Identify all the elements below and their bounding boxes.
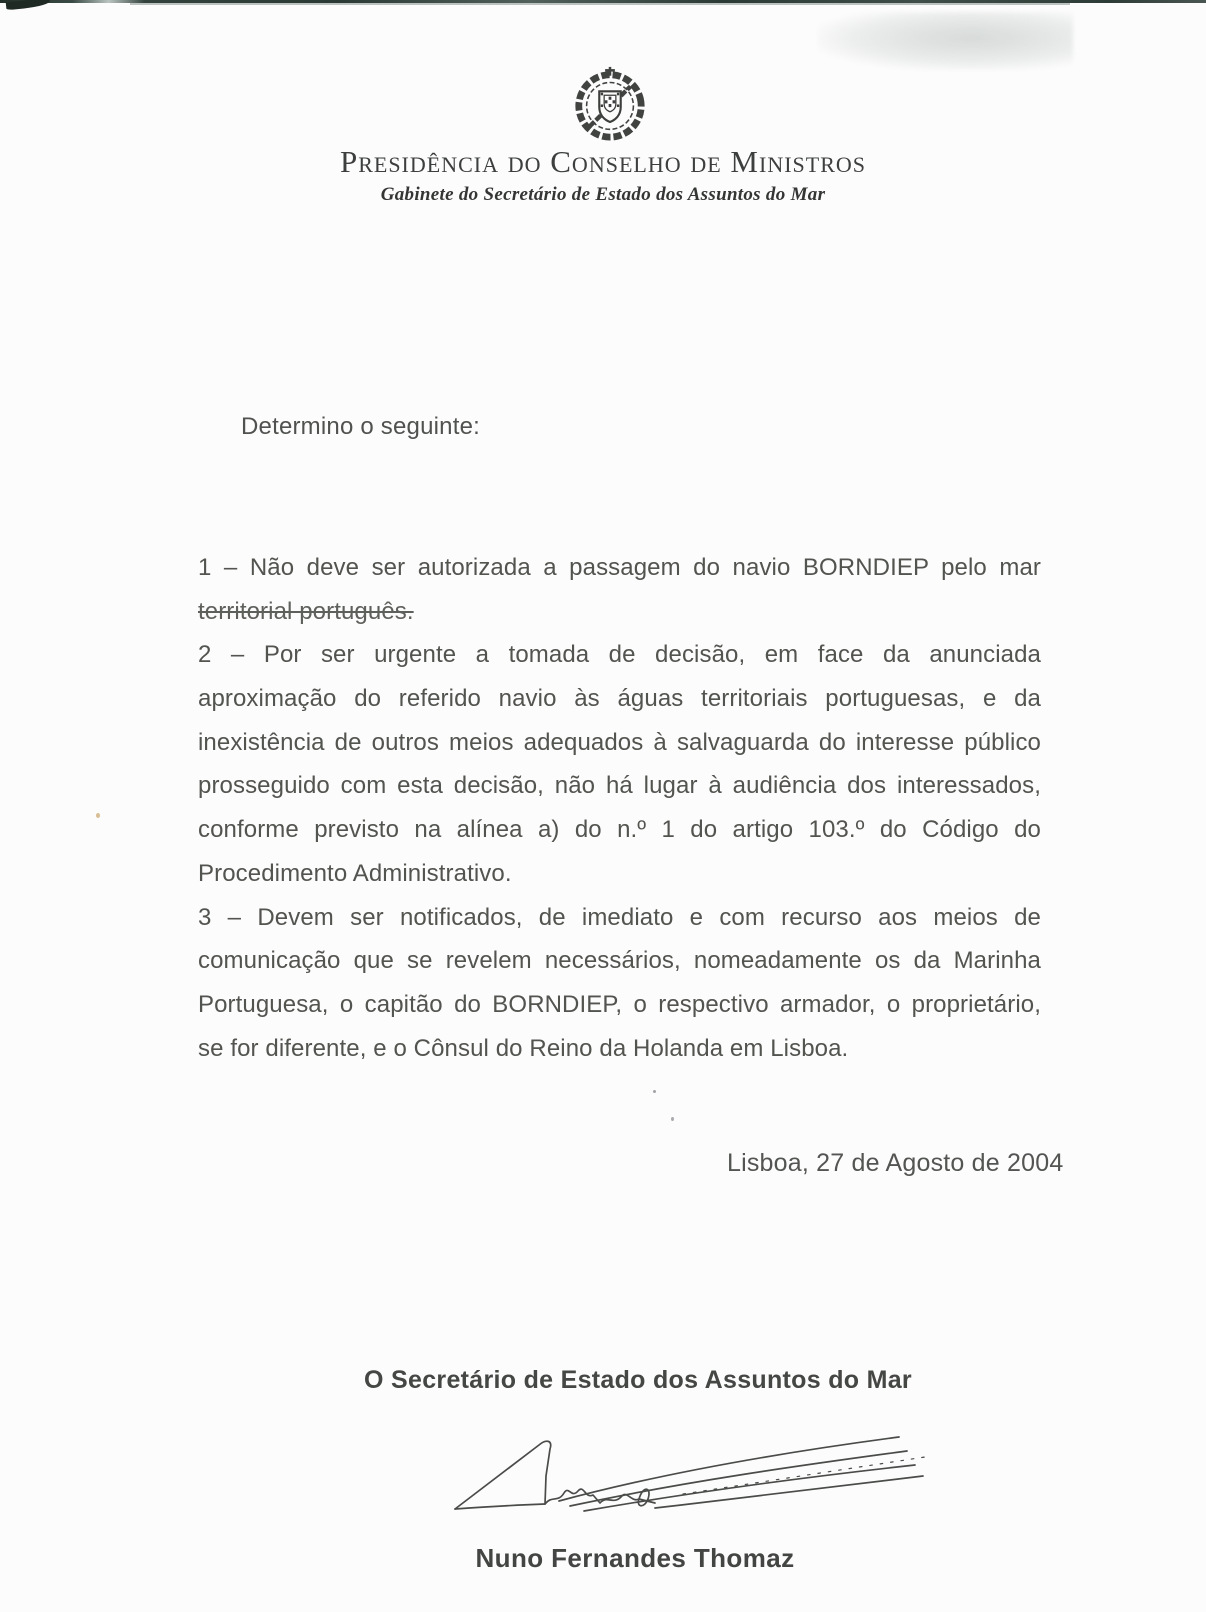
paragraph-2-line: inexistência de outros meios adequados à salvaguarda do interesse público [198, 728, 1041, 756]
paragraph-2-line: Procedimento Administrativo. [198, 859, 512, 887]
paragraph-2-line: 2 – Por ser urgente a tomada de decisão, em face da anunciada [198, 641, 1041, 669]
scan-speck [96, 813, 100, 818]
signature-role-title: O Secretário de Estado dos Assuntos do Mar [364, 1366, 912, 1394]
paragraph-3-line: Portuguesa, o capitão do BORNDIEP, o respectivo armador, o proprietário, [198, 990, 1041, 1018]
header-subtitle: Gabinete do Secretário de Estado dos Assuntos do Mar [380, 184, 826, 205]
dateline: Lisboa, 27 de Agosto de 2004 [727, 1149, 1064, 1177]
paragraph-3-line: 3 – Devem ser notificados, de imediato e com recurso aos meios de [198, 903, 1041, 931]
paragraph-3-line: se for diferente, e o Cônsul do Reino da Holanda em Lisboa. [198, 1034, 849, 1062]
paragraph-2-line: prosseguido com esta decisão, não há lugar à audiência dos interessados, [198, 772, 1041, 800]
handwritten-signature-icon [443, 1424, 940, 1526]
letter-body [198, 546, 1041, 1070]
signatory-name: Nuno Fernandes Thomaz [475, 1543, 795, 1573]
portuguese-coat-of-arms-icon [571, 64, 649, 142]
scan-corner-mark [6, 0, 51, 10]
paragraph-2-line: conforme previsto na alínea a) do n.º 1 do artigo 103.º do Código do [198, 816, 1041, 844]
scan-speck [671, 1117, 674, 1121]
scan-smudge-artifact [818, 12, 1073, 70]
paragraph-2-line: aproximação do referido navio às águas territoriais portuguesas, e da [198, 685, 1041, 713]
scan-top-edge-artifact-2 [130, 3, 1070, 5]
header-title: Presidência do Conselho de Ministros [339, 144, 867, 179]
paragraph-3-line: comunicação que se revelem necessários, nomeadamente os da Marinha [198, 947, 1041, 975]
intro-line: Determino o seguinte: [241, 413, 480, 440]
paragraph-1-line-2-struckthrough: territorial português. [198, 597, 414, 625]
scan-speck [653, 1090, 656, 1093]
paragraph-1-line-1: 1 – Não deve ser autorizada a passagem do navio BORNDIEP pelo mar [198, 554, 1041, 581]
